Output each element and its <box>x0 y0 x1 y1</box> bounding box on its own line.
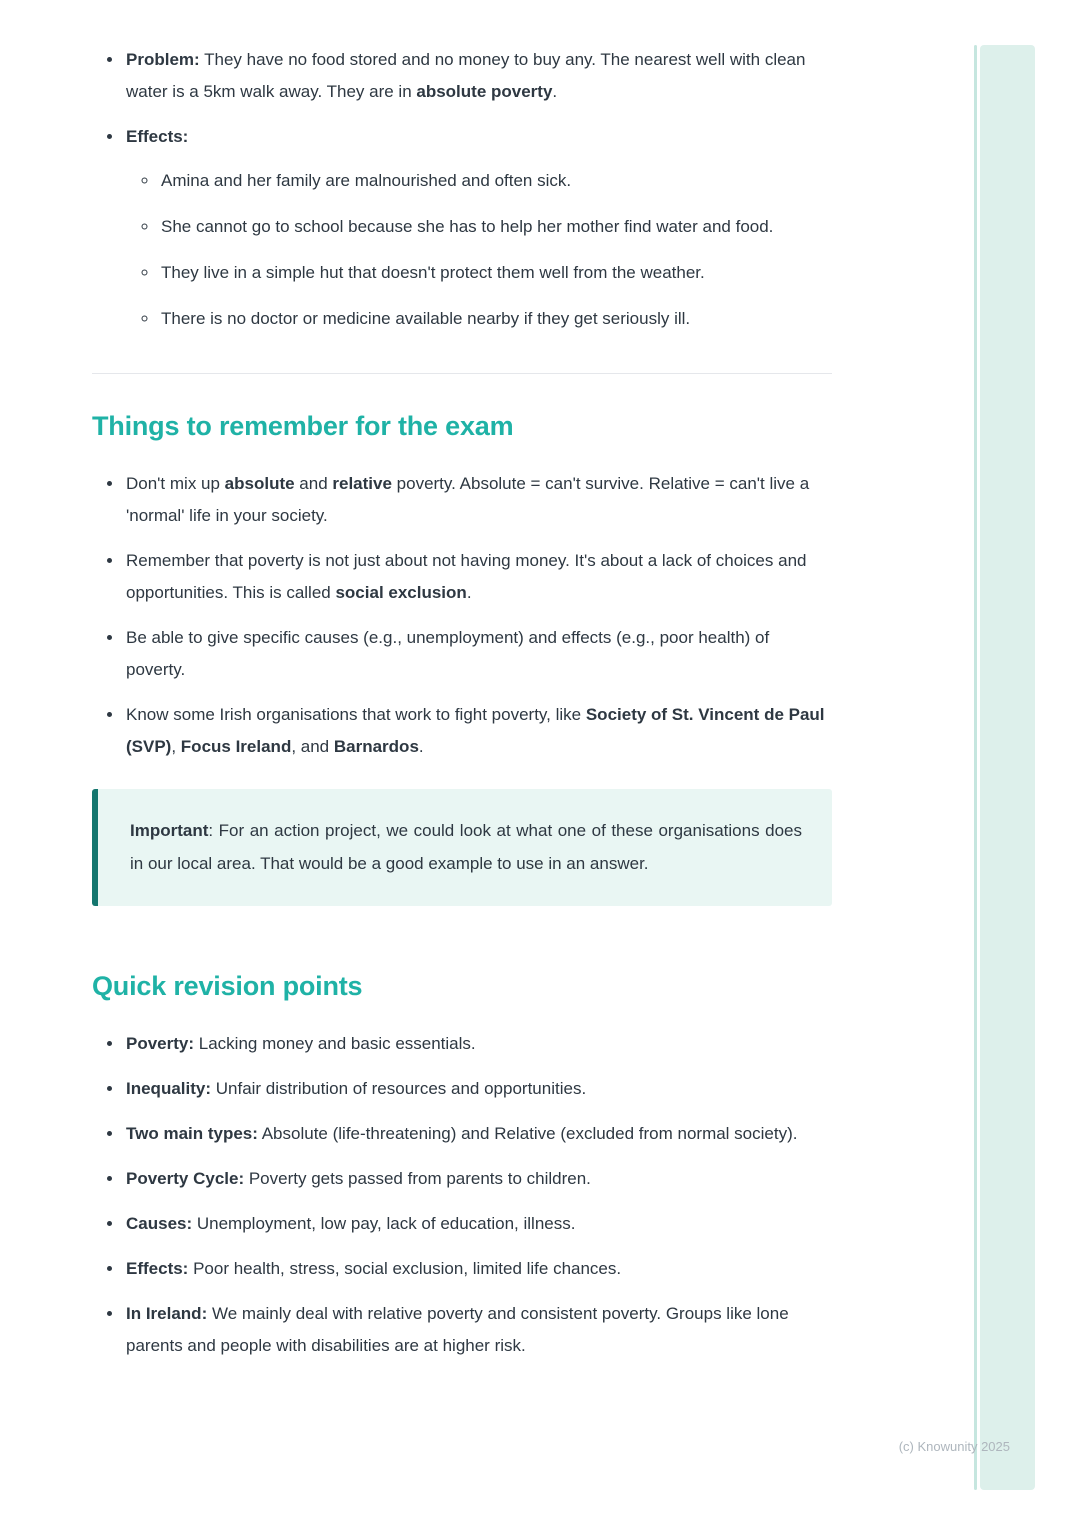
sub-bullet-list <box>126 165 832 335</box>
list-item <box>124 121 832 335</box>
list-item <box>124 468 832 532</box>
sub-list-item <box>159 303 832 335</box>
text-segment: Remember that poverty is not just about not having money. It's about a lack of choices and opportunities. This is called <box>126 551 807 602</box>
text-segment: Lacking money and basic essentials. <box>194 1034 476 1053</box>
text-segment: Poverty gets passed from parents to children. <box>244 1169 591 1188</box>
bullet-list <box>92 44 832 335</box>
callout-text <box>130 814 802 880</box>
list-item <box>124 1298 832 1362</box>
list-item <box>124 1208 832 1240</box>
text-segment: . <box>466 583 472 602</box>
bold-text-segment: Problem: <box>126 50 200 69</box>
text-segment: Amina and her family are malnourished and often sick. <box>161 171 572 190</box>
text-segment: Unfair distribution of resources and opportunities. <box>211 1079 587 1098</box>
copyright-watermark: (c) Knowunity 2025 <box>898 1439 1010 1454</box>
text-segment: . <box>418 737 424 756</box>
bold-text-segment: Important <box>130 821 209 840</box>
document-content <box>92 44 832 1375</box>
text-segment: and <box>294 474 333 493</box>
text-segment: They live in a simple hut that doesn't protect them well from the weather. <box>161 263 705 282</box>
bold-text-segment: Focus Ireland <box>180 737 292 756</box>
text-segment: She cannot go to school because she has to help her mother find water and food. <box>161 217 774 236</box>
text-segment: We mainly deal with relative poverty and consistent poverty. Groups like lone parents and people with disabilities are at higher risk. <box>126 1304 789 1355</box>
text-segment: : For an action project, we could look at what one of these organisations does in our local area. That would be a good example to use in an answer. <box>130 821 802 873</box>
bold-text-segment: Two main types: <box>126 1124 258 1143</box>
sub-list-item <box>159 165 832 197</box>
section-heading: Things to remember for the exam <box>92 411 514 441</box>
text-segment: There is no doctor or medicine available nearby if they get seriously ill. <box>161 309 691 328</box>
important-callout <box>92 789 832 906</box>
bullet-list <box>92 468 832 763</box>
bold-text-segment: Causes: <box>126 1214 193 1233</box>
list-item <box>124 1073 832 1105</box>
bold-text-segment: Effects: <box>126 1259 189 1278</box>
bold-text-segment: Effects: <box>126 127 189 146</box>
list-item <box>124 699 832 763</box>
text-segment: Be able to give specific causes (e.g., unemployment) and effects (e.g., poor health) of poverty. <box>126 628 770 679</box>
text-segment: . <box>552 82 558 101</box>
bold-text-segment: absolute <box>224 474 295 493</box>
text-segment: , and <box>291 737 334 756</box>
bold-text-segment: Poverty Cycle: <box>126 1169 245 1188</box>
decorative-side-strip <box>980 45 1035 1490</box>
list-item <box>124 1028 832 1060</box>
text-segment: Poor health, stress, social exclusion, limited life chances. <box>188 1259 622 1278</box>
bold-text-segment: absolute poverty <box>416 82 553 101</box>
text-segment: They have no food stored and no money to buy any. The nearest well with clean water is a 5km walk away. They are in <box>126 50 806 101</box>
list-item <box>124 622 832 686</box>
bullet-list <box>92 1028 832 1362</box>
bold-text-segment: Inequality: <box>126 1079 212 1098</box>
section-divider <box>92 373 832 374</box>
text-segment: , <box>171 737 181 756</box>
list-item <box>124 44 832 108</box>
bold-text-segment: relative <box>332 474 392 493</box>
list-item <box>124 1253 832 1285</box>
list-item <box>124 1118 832 1150</box>
bold-text-segment: social exclusion <box>335 583 467 602</box>
bold-text-segment: Poverty: <box>126 1034 195 1053</box>
section-heading: Quick revision points <box>92 971 363 1001</box>
bold-text-segment: Barnardos <box>333 737 419 756</box>
bold-text-segment: Society of St. Vincent de Paul (SVP) <box>126 705 825 756</box>
text-segment: Absolute (life-threatening) and Relative (excluded from normal society). <box>257 1124 798 1143</box>
text-segment: Don't mix up <box>126 474 225 493</box>
bold-text-segment: In Ireland: <box>126 1304 208 1323</box>
text-segment: poverty. Absolute = can't survive. Relative = can't live a 'normal' life in your society. <box>126 474 810 525</box>
sub-list-item <box>159 257 832 289</box>
list-item <box>124 545 832 609</box>
list-item <box>124 1163 832 1195</box>
sub-list-item <box>159 211 832 243</box>
text-segment: Unemployment, low pay, lack of education, illness. <box>192 1214 576 1233</box>
text-segment: Know some Irish organisations that work to fight poverty, like <box>126 705 586 724</box>
decorative-side-line <box>974 45 977 1490</box>
